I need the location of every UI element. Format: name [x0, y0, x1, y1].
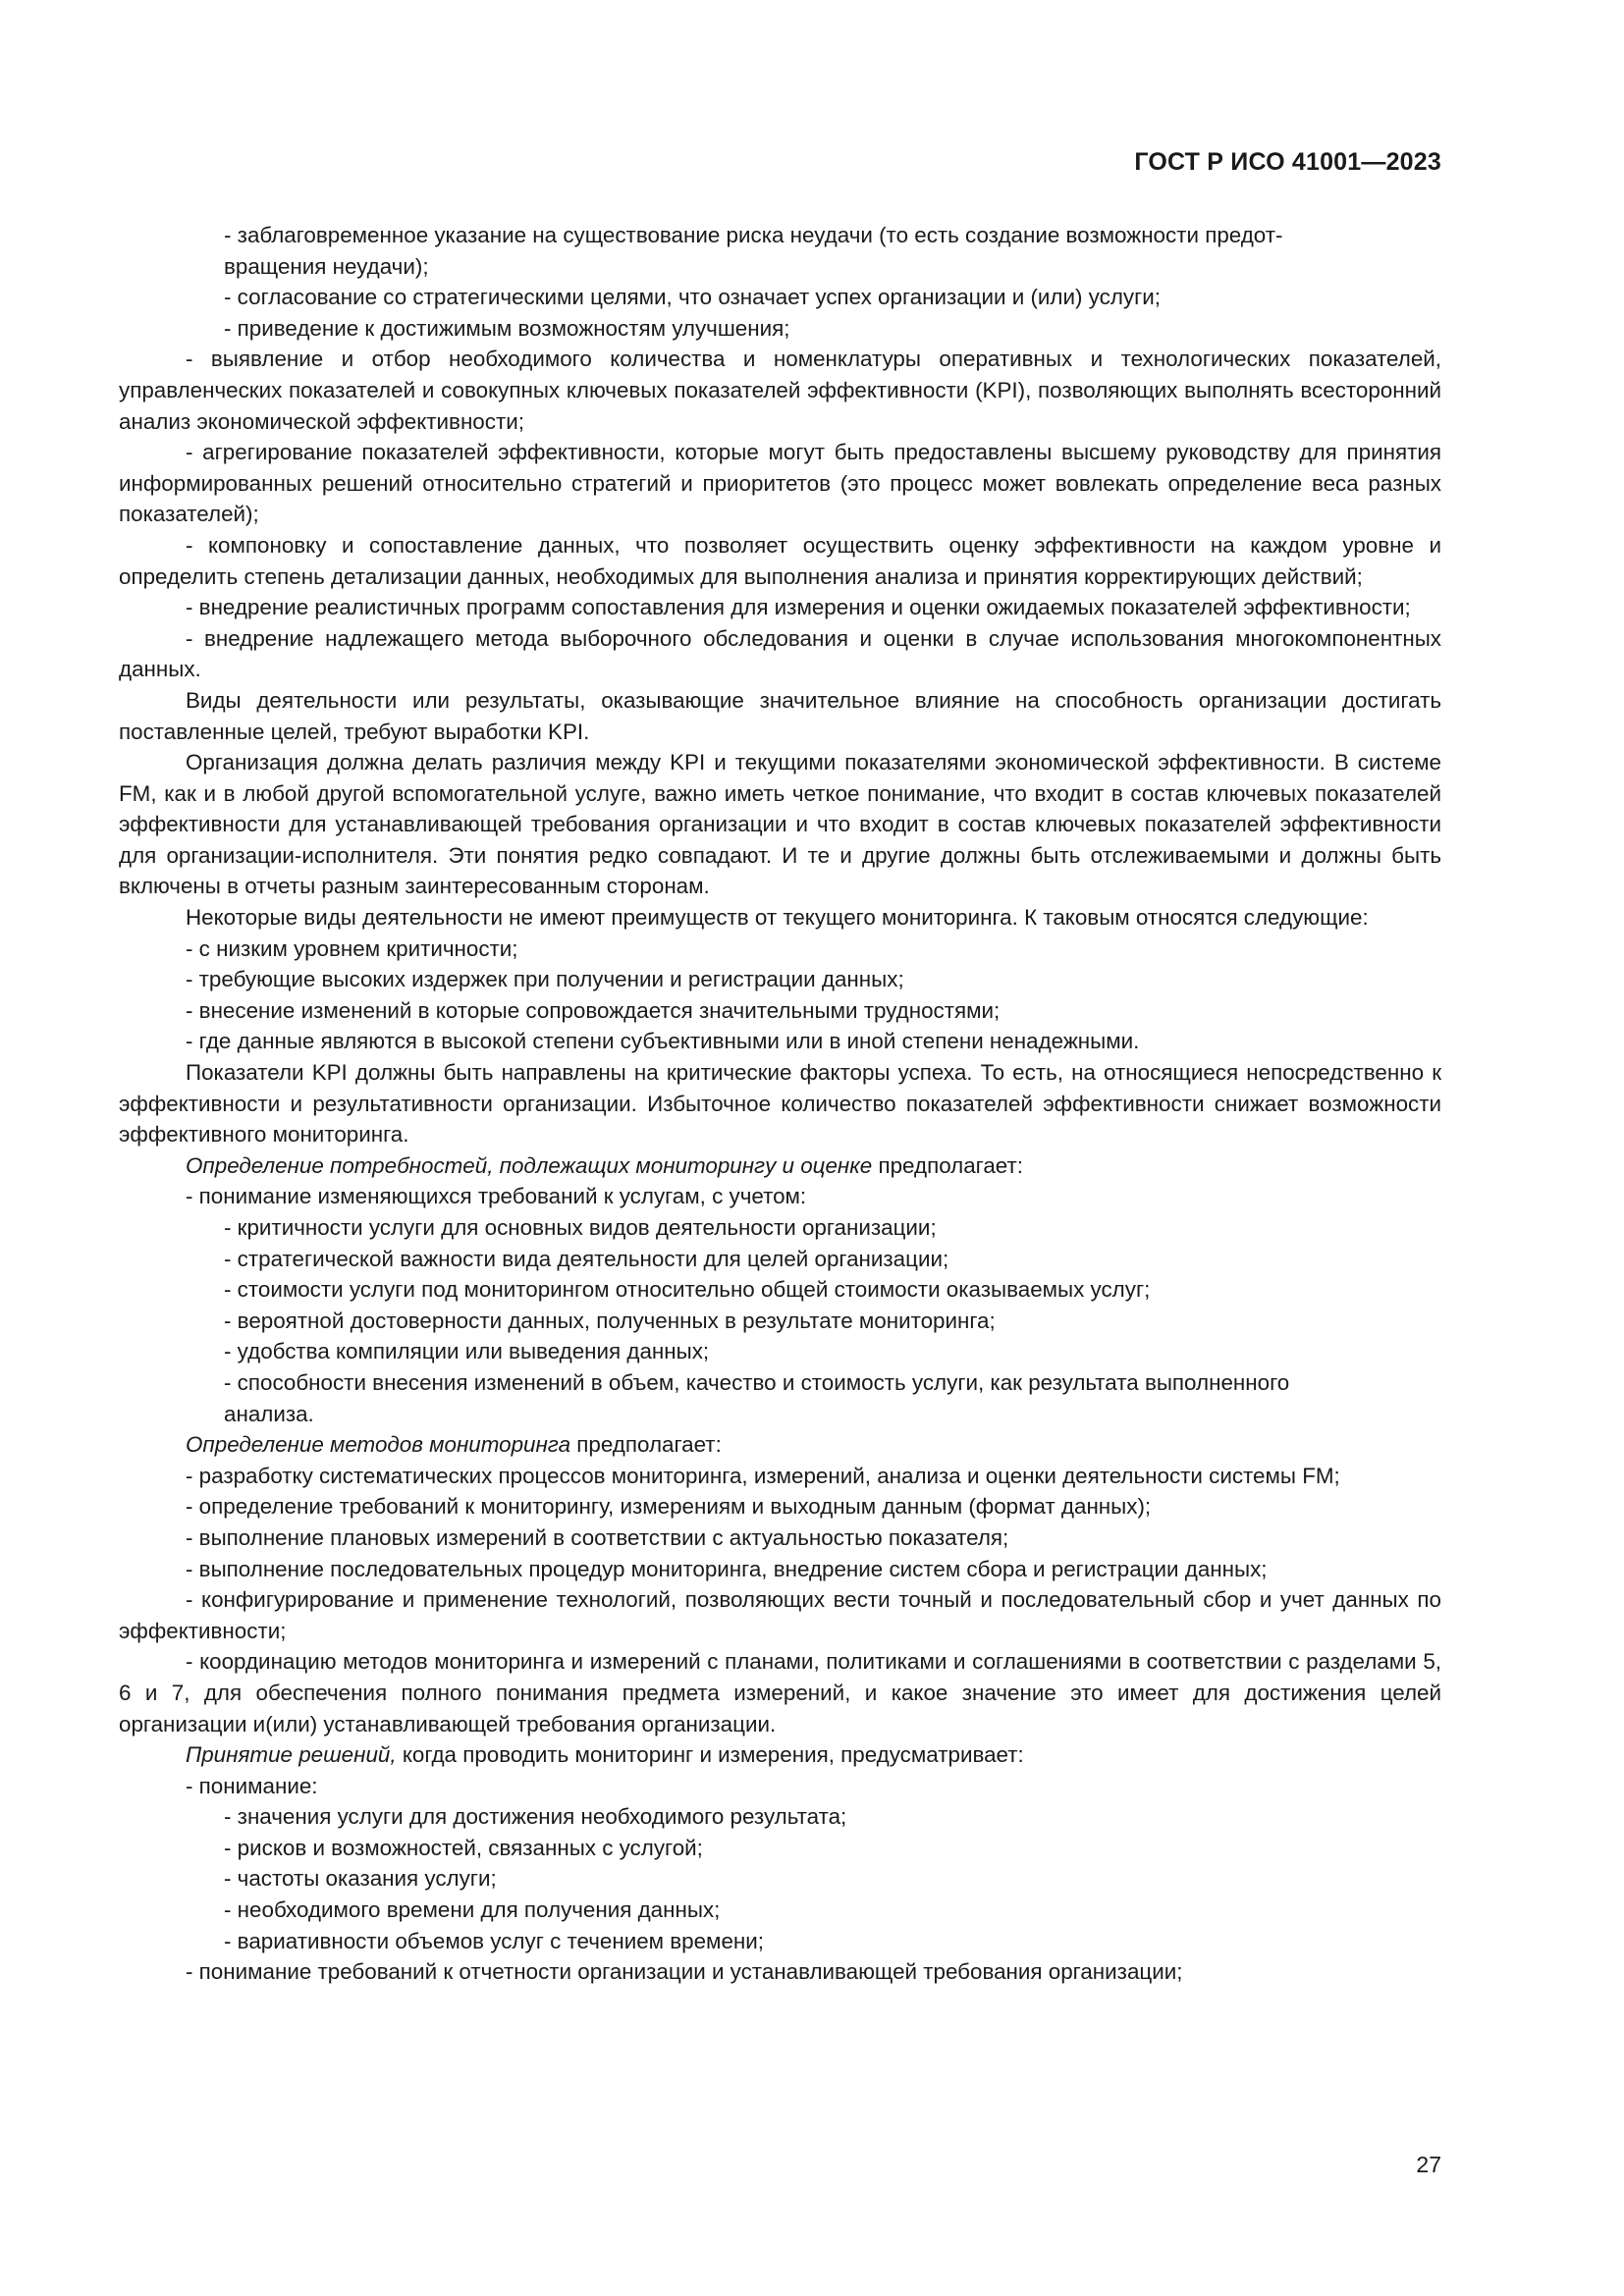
paragraph: - рисков и возможностей, связанных с услугой; — [224, 1835, 703, 1860]
paragraph: - выполнение плановых измерений в соответствии с актуальностью показателя; — [186, 1524, 1009, 1550]
paragraph: Показатели KPI должны быть направлены на критические факторы успеха. То есть, на относящиеся непосредственно к эффективности и результативности организации. Избыточное количество показателей эффективности снижает возможности эффективного мониторинга. — [119, 1060, 1441, 1148]
paragraph — [119, 1429, 1441, 1461]
paragraph: - значения услуги для достижения необходимого результата; — [224, 1804, 847, 1830]
paragraph: - координацию методов мониторинга и измерений с планами, политиками и соглашениями в соответствии с разделами 5, 6 и 7, для обеспечения полного понимания предмета измерений, и какое значение это имеет для достижения целей организации и(или) устанавливающей требования организации. — [119, 1649, 1441, 1736]
paragraph: - частоты оказания услуги; — [224, 1866, 497, 1892]
paragraph: - с низким уровнем критичности; — [186, 935, 518, 961]
paragraph: - агрегирование показателей эффективности, которые могут быть предоставлены высшему руководству для принятия информированных решений относительно стратегий и приоритетов (это процесс может вовлекать определение веса разных показателей); — [119, 440, 1441, 527]
paragraph: - вариативности объемов услуг с течением времени; — [224, 1928, 765, 1953]
paragraph: - стоимости услуги под мониторингом относительно общей стоимости оказываемых услуг; — [224, 1277, 1151, 1303]
paragraph — [119, 1367, 1441, 1429]
paragraph: Виды деятельности или результаты, оказывающие значительное влияние на способность организации достигать поставленные целей, требуют выработки KPI. — [119, 687, 1441, 744]
emphasis-text: Определение потребностей, подлежащих мониторингу и оценке — [186, 1152, 873, 1178]
document-header: ГОСТ Р ИСО 41001—2023 — [1134, 148, 1441, 176]
paragraph: - согласование со стратегическими целями, что означает успех организации и (или) услуги; — [224, 285, 1161, 310]
paragraph: - приведение к достижимым возможностям улучшения; — [224, 315, 790, 341]
document-body — [119, 220, 1441, 1988]
paragraph — [119, 1739, 1441, 1771]
page-number: 27 — [1416, 2152, 1441, 2177]
paragraph: - внесение изменений в которые сопровождается значительными трудностями; — [186, 997, 1001, 1023]
paragraph: - понимание изменяющихся требований к услугам, с учетом: — [186, 1184, 807, 1209]
paragraph: Некоторые виды деятельности не имеют преимуществ от текущего мониторинга. К таковым относятся следующие: — [186, 905, 1369, 931]
paragraph: - стратегической важности вида деятельности для целей организации; — [224, 1246, 949, 1271]
paragraph: - вероятной достоверности данных, полученных в результате мониторинга; — [224, 1308, 996, 1333]
paragraph — [119, 220, 1441, 282]
paragraph: - компоновку и сопоставление данных, что позволяет осуществить оценку эффективности на каждом уровне и определить степень детализации данных, необходимых для выполнения анализа и принятия корректирующих действий; — [119, 532, 1441, 589]
paragraph: - понимание требований к отчетности организации и устанавливающей требования организации; — [186, 1959, 1183, 1985]
paragraph: - требующие высоких издержек при получении и регистрации данных; — [186, 967, 904, 992]
paragraph: - удобства компиляции или выведения данных; — [224, 1339, 710, 1364]
emphasis-text: Определение методов мониторинга — [186, 1432, 571, 1458]
paragraph: - выполнение последовательных процедур мониторинга, внедрение систем сбора и регистрации данных; — [186, 1556, 1268, 1581]
paragraph: - конфигурирование и применение технологий, позволяющих вести точный и последовательный сбор и учет данных по эффективности; — [119, 1587, 1441, 1643]
paragraph: - выявление и отбор необходимого количества и номенклатуры оперативных и технологических показателей, управленческих показателей и совокупных ключевых показателей эффективности (KPI), позволяющих выполнять всесторонний анализ экономической эффективности; — [119, 347, 1441, 434]
paragraph: Организация должна делать различия между KPI и текущими показателями экономической эффективности. В системе FM, как и в любой другой вспомогательной услуге, важно иметь четкое понимание, что входит в состав ключевых показателей эффективности для устанавливающей требования организации и что входит в состав ключевых показателей эффективности для организации-исполнителя. Эти понятия редко совпадают. И те и другие должны быть отслеживаемыми и должны быть включены в отчеты разным заинтересованным сторонам. — [119, 750, 1441, 899]
emphasis-text: Принятие решений, — [186, 1742, 397, 1768]
paragraph: - где данные являются в высокой степени субъективными или в иной степени ненадежными. — [186, 1029, 1140, 1054]
paragraph-text: предполагает: — [872, 1152, 1023, 1178]
paragraph-line: - способности внесения изменений в объем, качество и стоимость услуги, как результата выполненного — [224, 1369, 1290, 1395]
paragraph — [119, 1150, 1441, 1182]
paragraph: - разработку систематических процессов мониторинга, измерений, анализа и оценки деятельности системы FM; — [186, 1463, 1340, 1488]
paragraph: - внедрение надлежащего метода выборочного обследования и оценки в случае использования многокомпонентных данных. — [119, 625, 1441, 682]
paragraph-line: вращения неудачи); — [224, 253, 429, 279]
paragraph-text: предполагает: — [570, 1432, 722, 1458]
paragraph: - критичности услуги для основных видов деятельности организации; — [224, 1215, 937, 1240]
paragraph-line: анализа. — [224, 1401, 314, 1426]
paragraph-text: когда проводить мониторинг и измерения, предусматривает: — [396, 1742, 1024, 1768]
paragraph: - внедрение реалистичных программ сопоставления для измерения и оценки ожидаемых показателей эффективности; — [186, 595, 1411, 620]
paragraph: - определение требований к мониторингу, измерениям и выходным данным (формат данных); — [186, 1494, 1152, 1520]
paragraph: - необходимого времени для получения данных; — [224, 1897, 721, 1923]
paragraph-line: - заблаговременное указание на существование риска неудачи (то есть создание возможности предот- — [224, 223, 1283, 247]
paragraph: - понимание: — [186, 1773, 318, 1798]
